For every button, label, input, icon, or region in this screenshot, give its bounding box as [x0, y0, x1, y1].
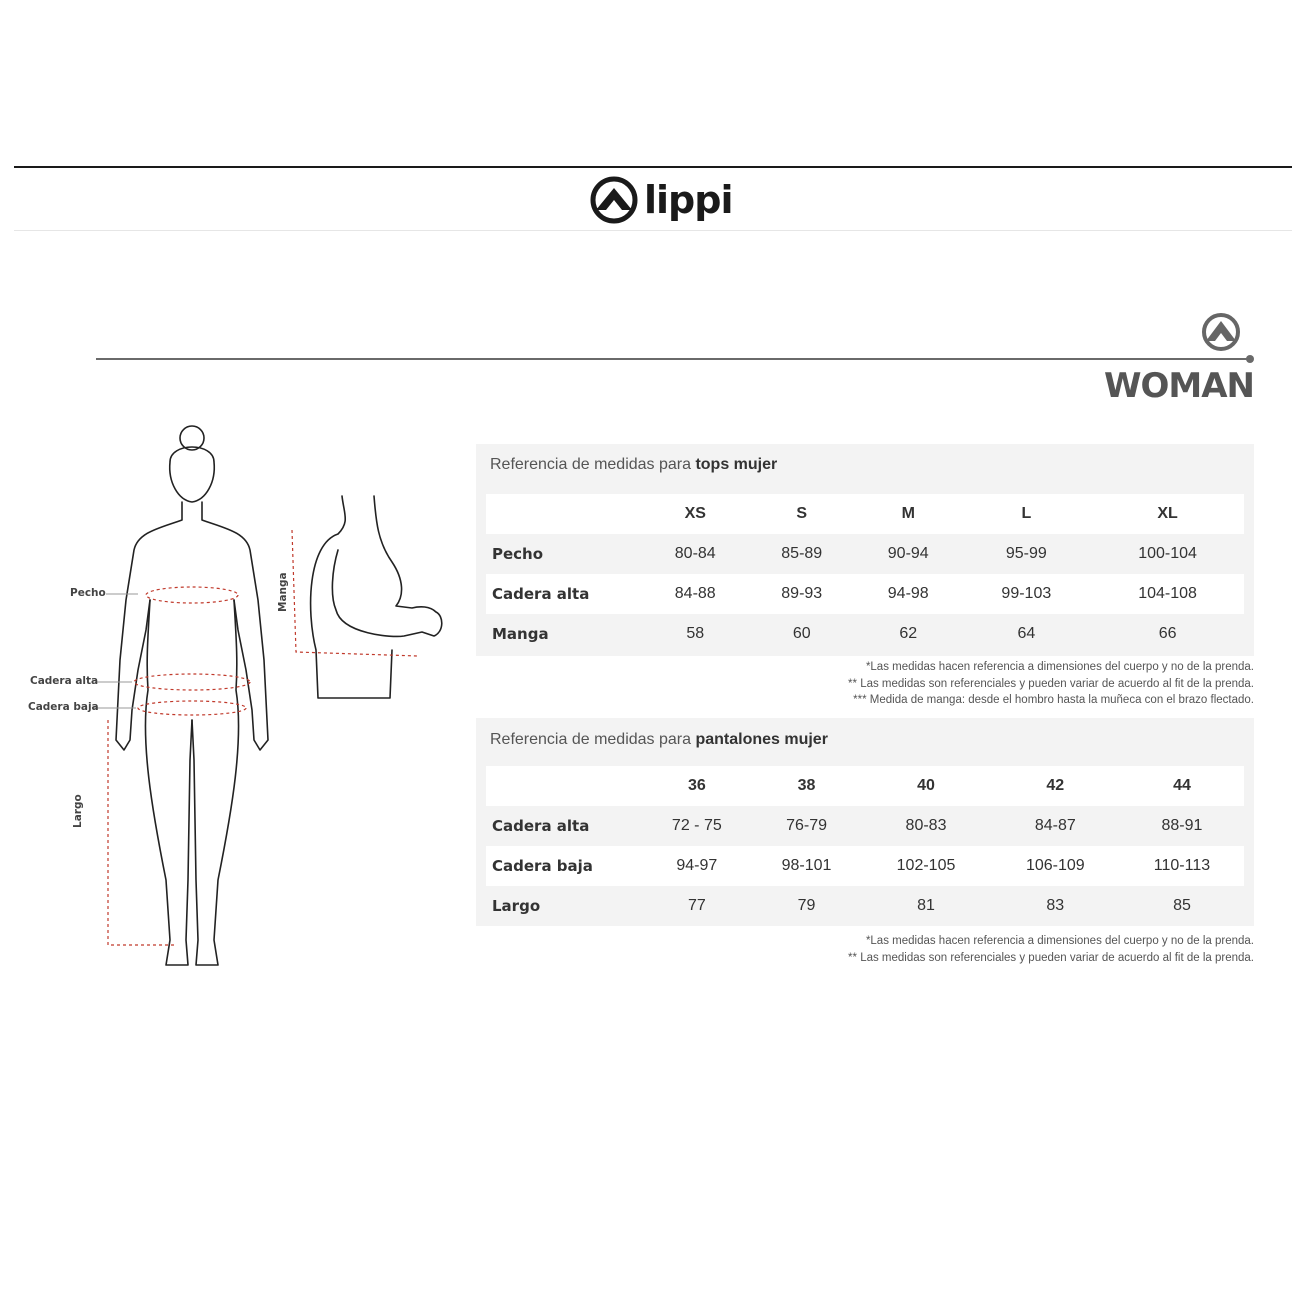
- row-label: Manga: [492, 625, 549, 643]
- row-label: Cadera alta: [486, 574, 642, 614]
- section-divider: [96, 358, 1250, 360]
- table-cell: 95-99: [1005, 545, 1047, 562]
- header-divider: [14, 230, 1292, 231]
- figure-label-length: Largo: [72, 794, 84, 828]
- table-cell: 89-93: [749, 574, 856, 614]
- brand-logo: [590, 172, 740, 228]
- table-row: [486, 534, 1244, 574]
- row-label: Largo: [492, 897, 541, 915]
- table-row: [486, 614, 1244, 654]
- size-header: 36: [642, 766, 752, 806]
- size-header: M: [855, 494, 962, 534]
- body-figure-illustration: [20, 420, 460, 980]
- table-row: [486, 806, 1244, 846]
- note-line: ** Las medidas son referenciales y pueden variar de acuerdo al fit de la prenda.: [848, 677, 1254, 690]
- tops-size-table: [486, 494, 1244, 654]
- mountain-logo-icon: [1198, 312, 1244, 352]
- table-cell: 85: [1173, 897, 1191, 914]
- table-row: [486, 574, 1244, 614]
- table-cell: 88-91: [1161, 817, 1203, 834]
- table-cell: 81: [917, 897, 935, 914]
- mountain-logo-icon: [590, 176, 638, 224]
- tops-size-panel: [476, 444, 1254, 656]
- table-cell: 98-101: [752, 846, 862, 886]
- pants-table-title: Referencia de medidas para pantalones mujer: [490, 731, 828, 748]
- size-header: XL: [1091, 494, 1244, 534]
- section-divider-dot: [1246, 355, 1254, 363]
- pants-size-table: [486, 766, 1244, 926]
- size-header: 42: [991, 766, 1120, 806]
- table-row: [486, 846, 1244, 886]
- table-cell: 84-88: [642, 574, 749, 614]
- size-header: 40: [861, 766, 990, 806]
- size-header: L: [962, 494, 1092, 534]
- brand-name: lippi: [644, 178, 733, 222]
- table-cell: 102-105: [861, 846, 990, 886]
- figure-label-upper-hip: Cadera alta: [30, 675, 99, 687]
- table-cell: 110-113: [1120, 846, 1244, 886]
- table-cell: 80-83: [905, 817, 947, 834]
- table-cell: 99-103: [962, 574, 1092, 614]
- table-header-row: [486, 766, 1244, 806]
- table-cell: 104-108: [1091, 574, 1244, 614]
- table-cell: 77: [687, 897, 706, 914]
- table-cell: 106-109: [991, 846, 1120, 886]
- size-header: 38: [752, 766, 862, 806]
- size-header: XS: [642, 494, 749, 534]
- pants-size-panel: [476, 718, 1254, 926]
- note-line: *** Medida de manga: desde el hombro hasta la muñeca con el brazo flectado.: [853, 694, 1254, 706]
- size-header: 44: [1120, 766, 1244, 806]
- row-label: Cadera baja: [486, 846, 642, 886]
- note-line: *Las medidas hacen referencia a dimensiones del cuerpo y no de la prenda.: [865, 935, 1254, 947]
- table-cell: 79: [797, 897, 816, 914]
- tops-table-title: Referencia de medidas para tops mujer: [490, 456, 778, 473]
- note-line: *Las medidas hacen referencia a dimensiones del cuerpo y no de la prenda.: [865, 661, 1254, 673]
- figure-label-sleeve: Manga: [277, 572, 289, 612]
- table-cell: 84-87: [1034, 817, 1076, 834]
- tops-notes: [848, 659, 1254, 709]
- table-cell: 80-84: [674, 545, 716, 562]
- table-cell: 94-97: [642, 846, 752, 886]
- row-label: Pecho: [492, 545, 544, 563]
- pants-notes: [848, 933, 1254, 966]
- table-cell: 83: [1046, 897, 1065, 914]
- table-cell: 85-89: [781, 545, 823, 562]
- top-divider: [14, 166, 1292, 168]
- section-title: WOMAN: [1103, 366, 1254, 406]
- table-cell: 60: [792, 625, 811, 642]
- figure-label-lower-hip: Cadera baja: [28, 701, 99, 713]
- table-cell: 76-79: [786, 817, 827, 834]
- table-cell: 90-94: [887, 545, 929, 562]
- note-line: ** Las medidas son referenciales y pueden variar de acuerdo al fit de la prenda.: [848, 951, 1254, 964]
- table-cell: 58: [686, 625, 705, 642]
- table-cell: 72 - 75: [671, 817, 722, 834]
- table-cell: 62: [899, 625, 918, 642]
- table-row: [486, 886, 1244, 926]
- table-header-row: [486, 494, 1244, 534]
- table-cell: 66: [1158, 625, 1177, 642]
- size-header: S: [749, 494, 856, 534]
- table-cell: 94-98: [855, 574, 962, 614]
- table-cell: 100-104: [1138, 545, 1197, 562]
- row-label: Cadera alta: [492, 817, 590, 835]
- table-cell: 64: [1017, 625, 1036, 642]
- figure-label-chest: Pecho: [70, 587, 106, 599]
